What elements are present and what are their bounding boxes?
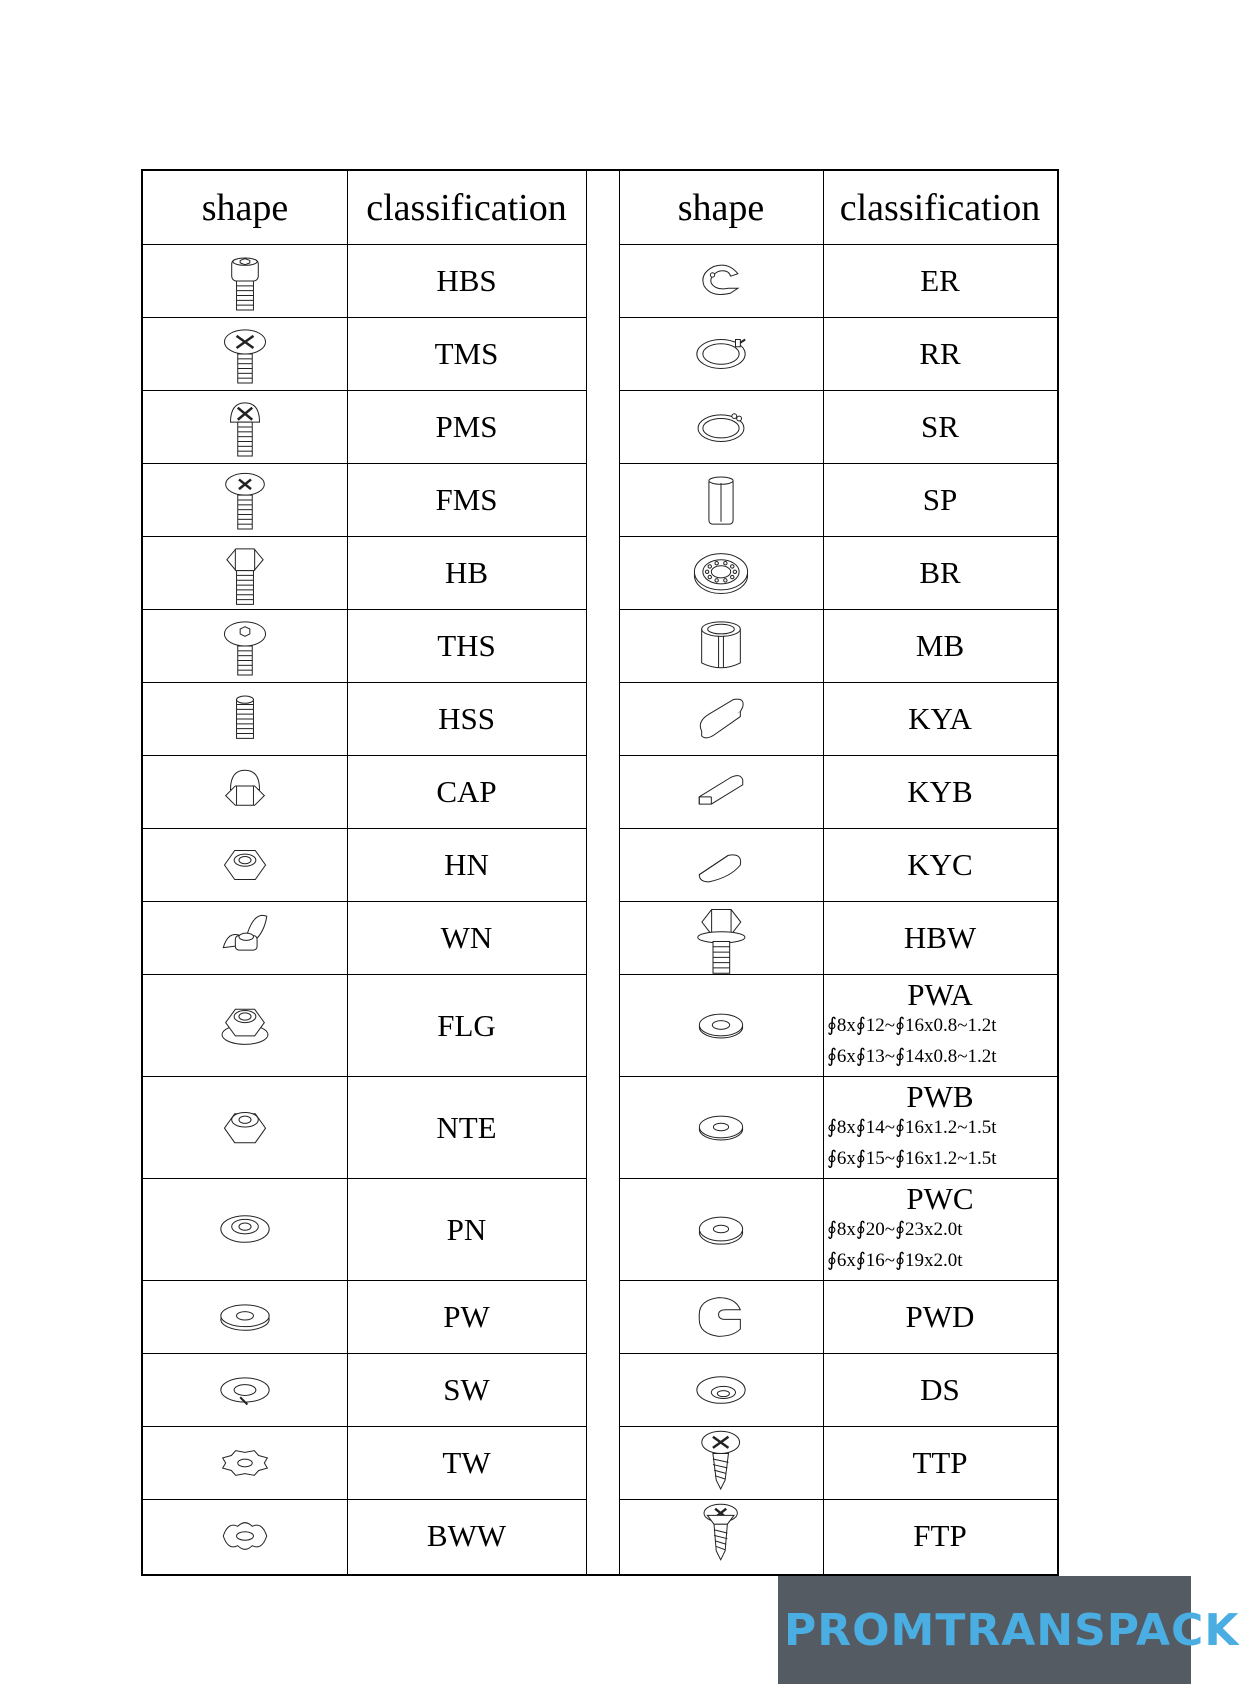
left-classification-cell — [347, 463, 586, 536]
hex-bolt-icon — [216, 544, 274, 602]
column-divider — [586, 171, 587, 1574]
classification-label: PWC — [906, 1180, 974, 1216]
classification-label: RR — [919, 336, 961, 371]
classification-label: KYC — [907, 847, 973, 882]
right-classification-cell — [823, 682, 1057, 755]
right-shape-cell — [619, 244, 823, 317]
classification-label: PMS — [435, 409, 498, 444]
nylon-lock-nut-icon — [216, 1098, 274, 1156]
truss-head-machine-screw-icon — [216, 325, 274, 383]
left-shape-cell — [143, 901, 347, 974]
right-shape-cell — [619, 536, 823, 609]
right-classification-cell — [823, 390, 1057, 463]
left-shape-cell — [143, 463, 347, 536]
metal-bushing-icon — [692, 617, 750, 675]
left-shape-cell — [143, 1076, 347, 1178]
right-classification-cell — [823, 536, 1057, 609]
left-shape-cell — [143, 1426, 347, 1499]
flat-head-machine-screw-icon — [216, 471, 274, 529]
classification-label: KYA — [908, 701, 972, 736]
snap-ring-icon — [692, 398, 750, 456]
right-shape-cell — [619, 609, 823, 682]
right-classification-cell — [823, 1426, 1057, 1499]
hex-socket-set-screw-icon — [216, 690, 274, 748]
left-classification-cell — [347, 609, 586, 682]
retaining-ring-icon — [692, 325, 750, 383]
right-shape-cell — [619, 1076, 823, 1178]
left-classification-cell — [347, 1178, 586, 1280]
key-type-b-icon — [692, 763, 750, 821]
classification-label: ER — [920, 263, 960, 298]
right-classification-cell — [823, 463, 1057, 536]
classification-label: NTE — [436, 1109, 497, 1145]
left-classification-cell — [347, 1076, 586, 1178]
right-classification-cell — [823, 1076, 1057, 1178]
left-shape-cell — [143, 1499, 347, 1572]
washer-size-spec: ∮8x∮20~∮23x2.0t — [827, 1218, 963, 1240]
classification-label: BWW — [426, 1518, 507, 1553]
left-classification-cell — [347, 682, 586, 755]
left-shape-cell — [143, 317, 347, 390]
e-ring-icon — [692, 252, 750, 310]
left-classification-cell — [347, 828, 586, 901]
right-classification-cell — [823, 901, 1057, 974]
column-header-left-shape: shape — [201, 186, 289, 229]
plain-washer-icon — [216, 1288, 274, 1346]
left-shape-cell — [143, 390, 347, 463]
washer-size-spec: ∮8x∮12~∮16x0.8~1.2t — [827, 1014, 997, 1036]
key-type-a-icon — [692, 690, 750, 748]
right-shape-cell — [619, 1499, 823, 1572]
right-shape-cell — [619, 974, 823, 1076]
left-classification-cell — [347, 536, 586, 609]
left-classification-cell — [347, 1499, 586, 1572]
hex-nut-icon — [216, 836, 274, 894]
classification-label: PWD — [905, 1299, 975, 1334]
left-shape-cell — [143, 682, 347, 755]
right-classification-cell — [823, 1499, 1057, 1572]
left-shape-cell — [143, 1178, 347, 1280]
left-classification-cell — [347, 1280, 586, 1353]
classification-label: PW — [443, 1299, 490, 1334]
ball-bearing-icon — [692, 544, 750, 602]
left-classification-cell — [347, 244, 586, 317]
washer-size-spec: ∮6x∮16~∮19x2.0t — [827, 1249, 963, 1271]
fastener-classification-table — [141, 169, 1059, 1576]
classification-label: TMS — [434, 336, 499, 371]
left-classification-cell — [347, 1353, 586, 1426]
right-shape-cell — [619, 390, 823, 463]
classification-label: FMS — [435, 482, 498, 517]
spring-pin-icon — [692, 471, 750, 529]
flange-nut-icon — [216, 996, 274, 1054]
classification-label: SW — [443, 1372, 490, 1407]
classification-label: PWA — [907, 976, 973, 1012]
left-classification-cell — [347, 755, 586, 828]
right-classification-cell — [823, 755, 1057, 828]
spring-washer-icon — [216, 1361, 274, 1419]
washer-a-icon — [695, 999, 747, 1051]
classification-label: BR — [919, 555, 961, 590]
classification-label: DS — [920, 1372, 960, 1407]
left-classification-cell — [347, 1426, 586, 1499]
classification-label: PN — [446, 1211, 487, 1247]
truss-head-socket-screw-icon — [216, 617, 274, 675]
left-classification-cell — [347, 901, 586, 974]
right-shape-cell — [619, 317, 823, 390]
left-shape-cell — [143, 974, 347, 1076]
washer-size-spec: ∮6x∮13~∮14x0.8~1.2t — [827, 1045, 997, 1067]
cap-nut-icon — [216, 763, 274, 821]
left-shape-cell — [143, 828, 347, 901]
right-shape-cell — [619, 901, 823, 974]
left-classification-cell — [347, 974, 586, 1076]
classification-label: FTP — [913, 1518, 967, 1553]
hex-bolt-with-washer-icon — [688, 904, 755, 971]
pem-nut-icon — [216, 1200, 274, 1258]
washer-b-icon — [695, 1101, 747, 1153]
right-shape-cell — [619, 1280, 823, 1353]
truss-tapping-screw-icon — [694, 1429, 747, 1496]
classification-label: HBW — [903, 920, 977, 955]
right-classification-cell — [823, 1280, 1057, 1353]
classification-label: WN — [440, 920, 493, 955]
classification-label: HN — [444, 847, 489, 882]
classification-label: PWB — [906, 1078, 974, 1114]
right-classification-cell — [823, 974, 1057, 1076]
classification-label: KYB — [907, 774, 973, 809]
column-header-right-shape: shape — [677, 186, 765, 229]
classification-label: FLG — [437, 1007, 496, 1043]
classification-label: CAP — [436, 774, 497, 809]
left-classification-cell — [347, 390, 586, 463]
logo-text: PROMTRANSPACK — [784, 1604, 1239, 1656]
right-shape-cell — [619, 1353, 823, 1426]
washer-size-spec: ∮6x∮15~∮16x1.2~1.5t — [827, 1147, 997, 1169]
left-classification-cell — [347, 317, 586, 390]
left-shape-cell — [143, 536, 347, 609]
woodruff-key-icon — [692, 836, 750, 894]
right-classification-cell — [823, 1178, 1057, 1280]
left-shape-cell — [143, 1280, 347, 1353]
classification-label: SR — [921, 409, 959, 444]
classification-label: SP — [922, 482, 958, 517]
socket-head-cap-screw-icon — [216, 252, 274, 310]
right-shape-cell — [619, 463, 823, 536]
right-shape-cell — [619, 828, 823, 901]
right-shape-cell — [619, 755, 823, 828]
pan-head-machine-screw-icon — [216, 398, 274, 456]
promtranspack-logo — [778, 1576, 1239, 1684]
left-shape-cell — [143, 1353, 347, 1426]
left-shape-cell — [143, 755, 347, 828]
cut-washer-icon — [692, 1288, 750, 1346]
right-classification-cell — [823, 609, 1057, 682]
right-classification-cell — [823, 244, 1057, 317]
classification-label: HB — [444, 555, 489, 590]
dish-spacer-icon — [692, 1361, 750, 1419]
washer-c-icon — [695, 1203, 747, 1255]
classification-label: MB — [915, 628, 965, 663]
right-classification-cell — [823, 828, 1057, 901]
toothed-washer-icon — [216, 1434, 274, 1492]
flat-tapping-screw-icon — [694, 1502, 747, 1569]
washer-size-spec: ∮8x∮14~∮16x1.2~1.5t — [827, 1116, 997, 1138]
left-shape-cell — [143, 244, 347, 317]
column-header-right-class: classification — [839, 186, 1041, 229]
classification-label: TTP — [912, 1445, 968, 1480]
classification-label: THS — [437, 628, 496, 663]
right-shape-cell — [619, 682, 823, 755]
right-classification-cell — [823, 317, 1057, 390]
left-shape-cell — [143, 609, 347, 682]
classification-label: TW — [442, 1445, 491, 1480]
right-classification-cell — [823, 1353, 1057, 1426]
wing-nut-icon — [216, 909, 274, 967]
column-header-left-class: classification — [366, 186, 567, 229]
right-shape-cell — [619, 1178, 823, 1280]
classification-label: HSS — [438, 701, 495, 736]
wave-washer-icon — [216, 1507, 274, 1565]
classification-label: HBS — [436, 263, 497, 298]
right-shape-cell — [619, 1426, 823, 1499]
